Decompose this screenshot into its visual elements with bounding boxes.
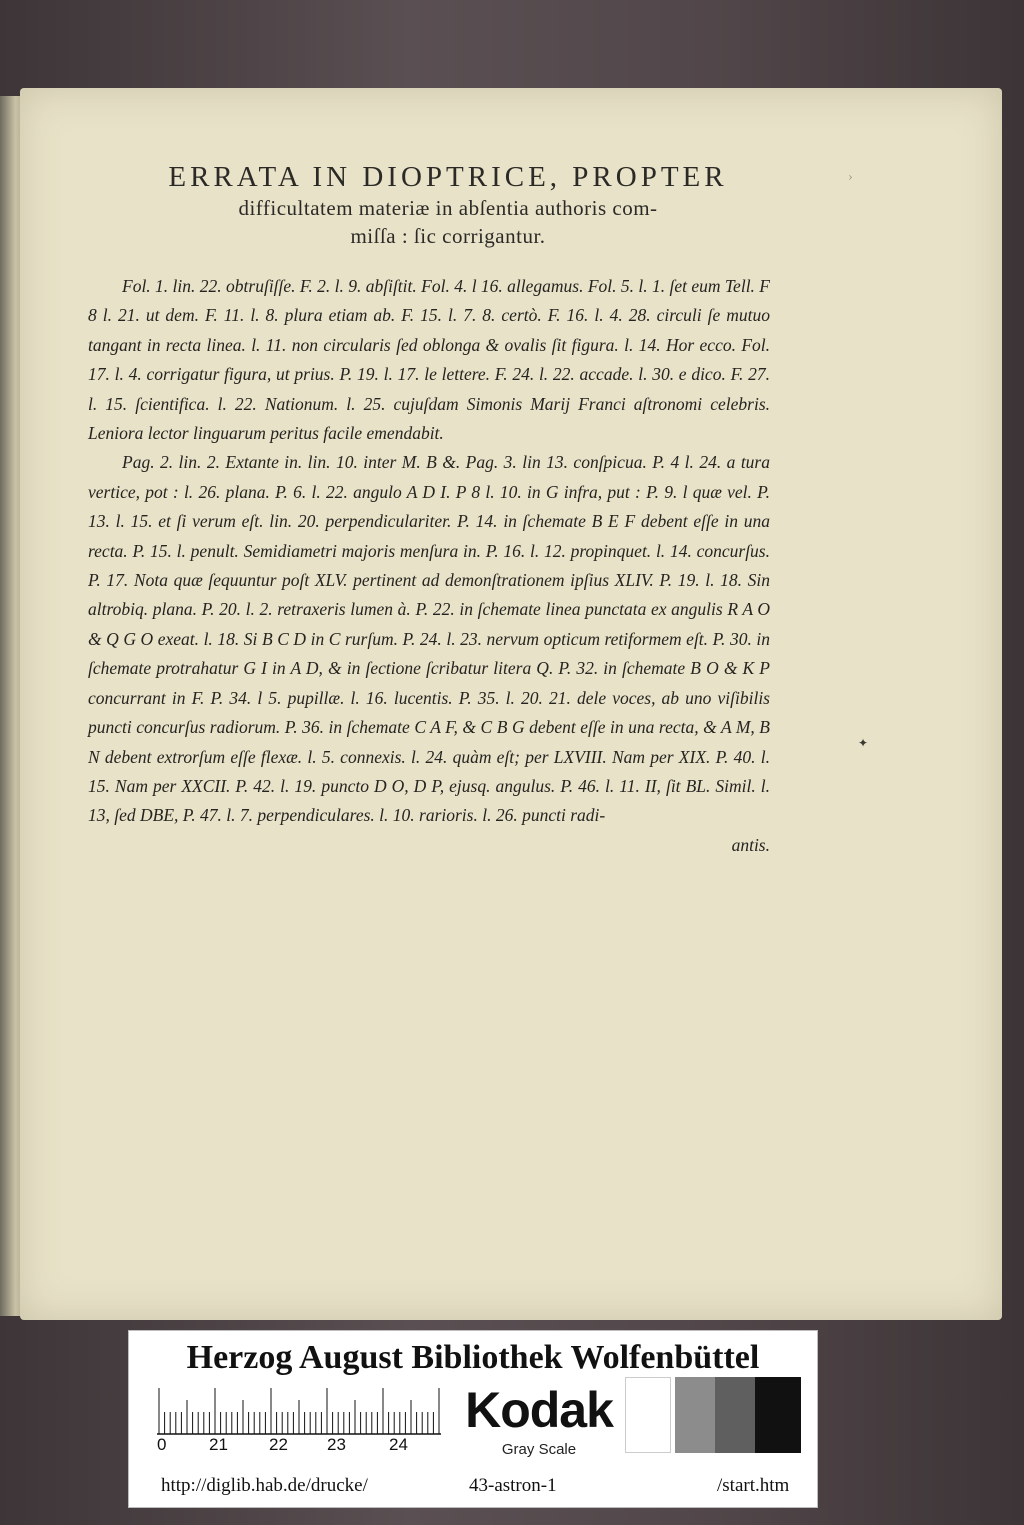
errata-subtitle-line-2: miſſa : ſic corrigantur. bbox=[350, 224, 546, 248]
ruler-labels bbox=[157, 1435, 447, 1457]
page-edge bbox=[0, 96, 22, 1316]
errata-body bbox=[88, 272, 770, 860]
errata-title: ERRATA IN DIOPTRICE, PROPTER bbox=[168, 161, 728, 193]
url-prefix: http://diglib.hab.de/drucke/ bbox=[161, 1475, 368, 1496]
gray-scale-label: Gray Scale bbox=[501, 1441, 577, 1458]
ruler-label: 0 bbox=[157, 1435, 167, 1454]
color-target-card bbox=[128, 1330, 818, 1508]
errata-heading bbox=[78, 160, 818, 250]
errata-subtitle-line-1: difficultatem materiæ in abſentia authoris com- bbox=[238, 196, 658, 220]
kodak-logo: Kodak bbox=[465, 1382, 613, 1438]
swatch-black bbox=[755, 1377, 801, 1453]
swatch-light-gray bbox=[675, 1377, 715, 1453]
url-suffix: /start.htm bbox=[717, 1475, 790, 1496]
url-row bbox=[129, 1469, 817, 1503]
ink-speck: › bbox=[848, 170, 853, 184]
swatch-white bbox=[625, 1377, 671, 1453]
ink-speck: ✦ bbox=[858, 736, 869, 750]
swatch-mid-gray bbox=[715, 1377, 755, 1453]
ruler-label: 21 bbox=[209, 1435, 228, 1454]
catchword: antis. bbox=[731, 834, 770, 855]
shelfmark: 43-astron-1 bbox=[469, 1475, 557, 1496]
ruler-label: 23 bbox=[327, 1435, 346, 1454]
errata-paragraph-folios: Fol. 1. lin. 22. obtruſiſſe. F. 2. l. 9. abſiſtit. Fol. 4. l 16. allegamus. Fol. 5. l. 1. ſet eum Tell. F 8 l. 21. ut dem. F. 11. l. 8. plura etiam ab. F. 15. l. 7. 8. certò. F. 16. l. 4. 28. circuli ſe mutuo tangant in recta linea. l. 11. non circularis ſed oblonga & ovalis ſit figura. l. 14. Hor ecco. Fol. 17. l. 4. corrigatur figura, ut prius. P. 19. l. 17. le lettere. F. 24. l. 22. accade. l. 30. e dico. F. 27. l. 15. ſcientifica. l. 22. Nationum. l. 25. cujuſdam Simonis Marij Franci aſtronomi celebris. Leniora lector linguarum peritus facile emendabit. bbox=[88, 276, 770, 444]
ruler-label: 24 bbox=[389, 1435, 408, 1454]
ruler-scale bbox=[157, 1387, 441, 1435]
errata-paragraph-pages: Pag. 2. lin. 2. Extante in. lin. 10. inter M. B &. Pag. 3. lin 13. conſpicua. P. 4 l. 24. a tura vertice, pot : l. 26. plana. P. 6. l. 22. angulo A D I. P 8 l. 10. in G infra, put : P. 9. l quæ vel. P. 13. l. 15. et ſi verum eſt. lin. 20. perpendiculariter. P. 14. in ſchemate B E F debent eſſe in una recta. P. 15. l. penult. Semidiametri majoris menſura in. P. 16. l. 12. propinquet. l. 14. concurſus. P. 17. Nota quæ ſequuntur poſt XLV. pertinent ad demonſtrationem ipſius XLIV. P. 19. l. 18. Sin altrobiq. plana. P. 20. l. 2. retraxeris lumen à. P. 22. in ſchemate linea punctata ex angulis R A O & Q G O exeat. l. 18. Si B C D in C rurſum. P. 24. l. 23. nervum opticum retiformem eſt. P. 30. in ſchemate protrahatur G I in A D, & in ſectione ſcribatur litera Q. P. 32. in ſchemate B O & K P concurrant in F. P. 34. l 5. pupillæ. l. 16. lucentis. P. 35. l. 20. 21. dele voces, ab uno viſibilis puncti concurſus radiorum. P. 36. in ſchemate C A F, & C B G debent eſſe in una recta, & A M, B N debent extrorſum eſſe flexæ. l. 5. connexis. l. 24. quàm eſt; per LXVIII. Nam per XIX. P. 40. l. 15. Nam per XXCII. P. 42. l. 19. puncto D O, D P, ejusq. angulus. P. 46. l. 11. II, ſit BL. Simil. l. 13, ſed DBE, P. 47. l. 7. perpendiculares. l. 10. rarioris. l. 26. puncti radi- bbox=[88, 452, 770, 826]
gray-swatches bbox=[625, 1377, 801, 1453]
ruler-label: 22 bbox=[269, 1435, 288, 1454]
library-name: Herzog August Bibliothek Wolfenbüttel bbox=[186, 1339, 760, 1376]
